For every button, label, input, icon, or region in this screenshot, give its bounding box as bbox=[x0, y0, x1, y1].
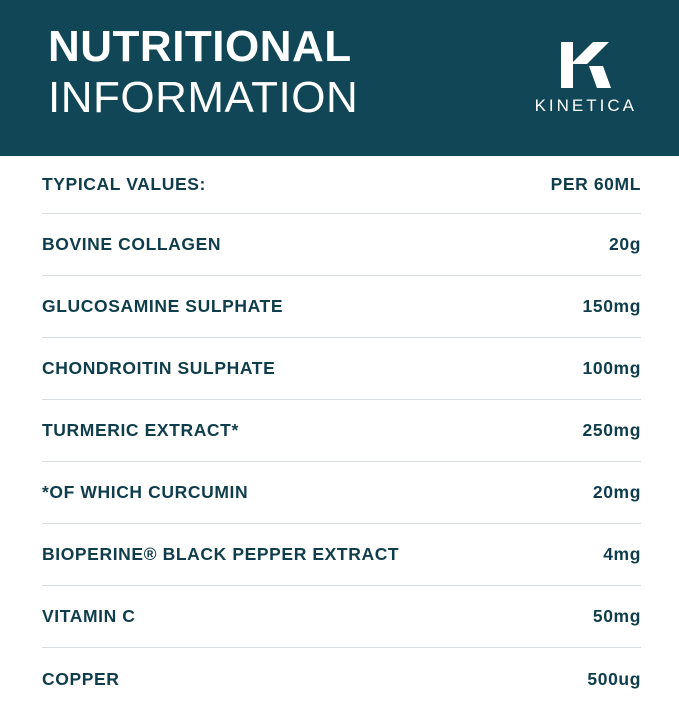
row-label: CHONDROITIN SULPHATE bbox=[42, 358, 276, 378]
row-label: COPPER bbox=[42, 668, 120, 689]
row-value: 20g bbox=[609, 234, 641, 254]
nutrition-table bbox=[0, 156, 679, 710]
page-title bbox=[48, 22, 358, 124]
table-row bbox=[42, 400, 641, 462]
brand-logo bbox=[535, 22, 649, 116]
row-value: 4mg bbox=[603, 544, 641, 564]
title-line-two: INFORMATION bbox=[48, 73, 359, 122]
row-label: VITAMIN C bbox=[42, 606, 136, 626]
row-value: 50mg bbox=[592, 606, 641, 626]
row-value: 250mg bbox=[582, 420, 641, 440]
row-value: 100mg bbox=[582, 358, 641, 378]
panel-header bbox=[0, 0, 679, 156]
row-label: BIOPERINE® BLACK PEPPER EXTRACT bbox=[42, 544, 400, 564]
row-value: 150mg bbox=[582, 296, 641, 316]
table-row bbox=[42, 586, 641, 648]
table-row bbox=[42, 462, 641, 524]
table-header-row bbox=[42, 156, 641, 214]
kinetica-k-icon bbox=[559, 40, 613, 90]
row-label: *OF WHICH CURCUMIN bbox=[42, 482, 249, 502]
row-label: BOVINE COLLAGEN bbox=[42, 234, 222, 254]
row-label: GLUCOSAMINE SULPHATE bbox=[42, 296, 284, 316]
brand-name: KINETICA bbox=[534, 96, 637, 115]
table-row bbox=[42, 338, 641, 400]
table-row bbox=[42, 524, 641, 586]
row-label: TURMERIC EXTRACT* bbox=[42, 420, 239, 440]
title-line-one: NUTRITIONAL bbox=[48, 22, 352, 71]
column-header-value: PER 60ML bbox=[550, 174, 641, 194]
table-row bbox=[42, 648, 641, 710]
row-value: 500ug bbox=[587, 668, 641, 689]
column-header-label: TYPICAL VALUES: bbox=[42, 174, 206, 194]
table-row bbox=[42, 276, 641, 338]
table-row bbox=[42, 214, 641, 276]
row-value: 20mg bbox=[592, 482, 641, 502]
